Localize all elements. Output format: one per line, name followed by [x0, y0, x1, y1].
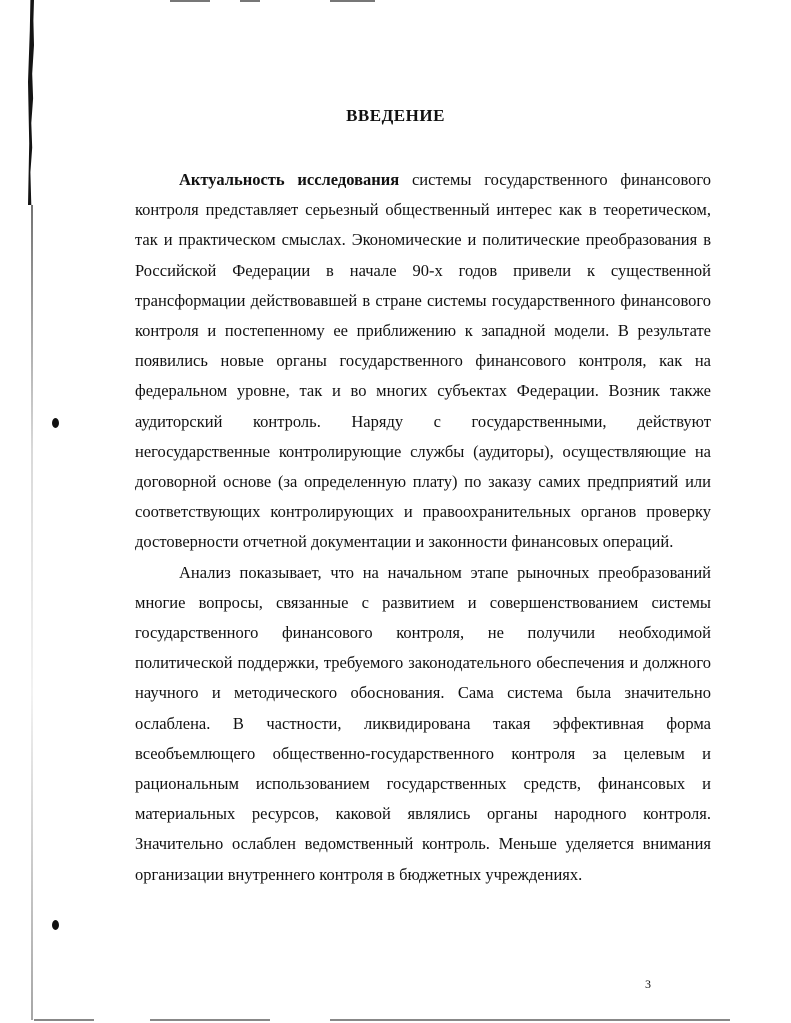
scan-top-artifact: [240, 0, 260, 2]
scan-edge-line: [31, 205, 33, 1020]
paragraph-analysis: [135, 558, 711, 890]
paragraph-relevance: [135, 165, 711, 558]
scan-top-artifact: [170, 0, 210, 2]
section-title: ВВЕДЕНИЕ: [346, 106, 445, 125]
scan-bottom-artifact: [150, 1019, 270, 1021]
scan-bottom-artifact: [34, 1019, 94, 1021]
body-text: [135, 165, 711, 890]
paragraph-text: системы государственного финансового контроля представляет серьезный общественный интерес как в теоретическом, так и практическом смыслах. Экономические и политические преобразования в Российской Федерации в начале 90-х годов привели к существенной трансформации действовавшей в стране системы государственного финансового контроля и постепенному ее приближению к западной модели. В результате появились новые органы государственного финансового контроля, как на федеральном уровне, так и во многих субъектах Федерации. Возник также аудиторский контроль. Наряду с государственными, действуют негосударственные контролирующие службы (аудиторы), осуществляющие на договорной основе (за определенную плату) по заказу самих предприятий или соответствующих контролирующих и правоохранительных органов проверку достоверности отчетной документации и законности финансовых операций.: [135, 170, 711, 552]
paragraph-text: Анализ показывает, что на начальном этапе рыночных преобразований многие вопросы, связанные с развитием и совершенствованием системы государственного финансового контроля, не получили необходимой политической поддержки, требуемого законодательного обеспечения и должного научного и методического обоснования. Сама система была значительно ослаблена. В частности, ликвидирована такая эффективная форма всеобъемлющего общественно-государственного контроля за целевым и рациональным использованием государственных средств, финансовых и материальных ресурсов, каковой являлись органы народного контроля. Значительно ослаблен ведомственный контроль. Меньше уделяется внимания организации внутреннего контроля в бюджетных учреждениях.: [135, 562, 711, 884]
paragraph-lead-term: Актуальность исследования: [179, 170, 400, 189]
scan-bottom-artifact: [330, 1019, 730, 1021]
binding-hole-mark: [52, 418, 59, 428]
binding-hole-mark: [52, 920, 59, 930]
scan-edge-artifact: [28, 0, 34, 205]
scan-top-artifact: [330, 0, 375, 2]
page-number: 3: [645, 977, 651, 991]
